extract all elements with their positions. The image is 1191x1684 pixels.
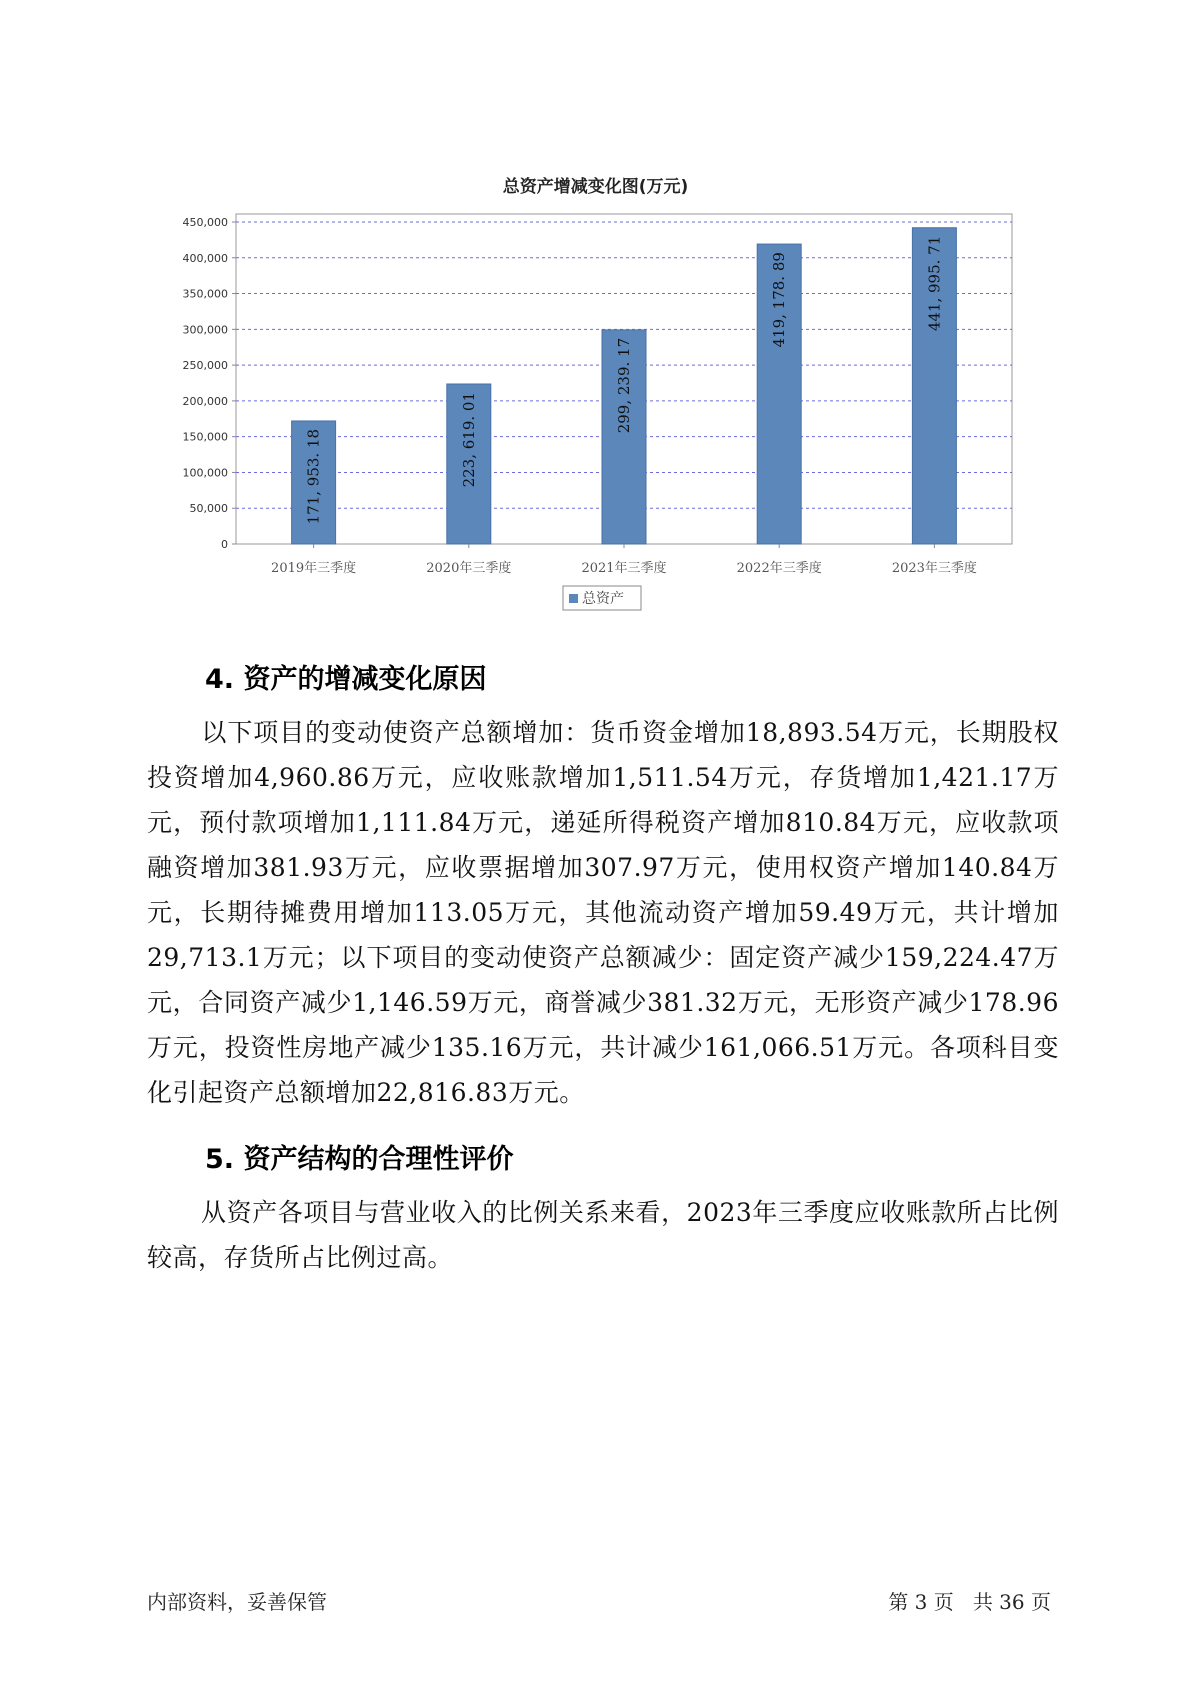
section-4-paragraph bbox=[147, 710, 1059, 1115]
data-label: 223, 619. 01 bbox=[459, 391, 478, 488]
y-tick-label: 50,000 bbox=[189, 502, 228, 516]
y-tick-label: 250,000 bbox=[182, 359, 228, 373]
y-tick-label: 150,000 bbox=[182, 430, 228, 444]
chart-title: 总资产增减变化图(万元) bbox=[502, 177, 689, 197]
legend-swatch bbox=[569, 594, 578, 603]
y-tick-label: 200,000 bbox=[182, 394, 228, 408]
section-5-text: 从资产各项目与营业收入的比例关系来看，2023年三季度应收账款所占比例较高，存货所占比例过高。 bbox=[147, 1198, 1059, 1272]
x-tick-label: 2023年三季度 bbox=[891, 561, 977, 576]
data-label: 299, 239. 17 bbox=[615, 337, 633, 434]
y-tick-label: 400,000 bbox=[182, 251, 228, 265]
section-4-heading: 4. 资产的增减变化原因 bbox=[205, 664, 487, 695]
y-tick-label: 0 bbox=[221, 538, 228, 551]
footer-page-number: 第 3 页 共 36 页 bbox=[888, 1590, 1051, 1614]
data-label: 419, 178. 89 bbox=[770, 252, 789, 348]
x-tick-label: 2021年三季度 bbox=[581, 561, 667, 576]
section-5-heading: 5. 资产结构的合理性评价 bbox=[205, 1144, 514, 1175]
data-label: 171, 953. 18 bbox=[304, 428, 323, 525]
section-4-text: 以下项目的变动使资产总额增加：货币资金增加18,893.54万元，长期股权投资增加4,960.86万元，应收账款增加1,511.54万元，存货增加1,421.17万元，预付款项增加1,111.84万元，递延所得税资产增加810.84万元，应收款项融资增加381.93万元，应收票据增加307.97万元，使用权资产增加140.84万元，长期待摊费用增加113.05万元，其他流动资产增加59.49万元，共计增加29,713.1万元；以下项目的变动使资产总额减少：固定资产减少159,224.47万元，合同资产减少1,146.59万元，商誉减少381.32万元，无形资产减少178.96万元，投资性房地产减少135.16万元，共计减少161,066.51万元。各项科目变化引起资产总额增加22,816.83万元。 bbox=[147, 718, 1059, 1107]
y-tick-label: 300,000 bbox=[182, 323, 228, 337]
data-label: 441, 995. 71 bbox=[925, 235, 944, 332]
y-tick-label: 350,000 bbox=[182, 287, 228, 301]
legend-label: 总资产 bbox=[582, 591, 624, 607]
section-5-paragraph bbox=[147, 1190, 1059, 1280]
x-tick-label: 2019年三季度 bbox=[271, 561, 357, 576]
x-tick-label: 2020年三季度 bbox=[426, 561, 512, 576]
total-assets-chart bbox=[150, 200, 1020, 620]
y-tick-label: 450,000 bbox=[182, 216, 228, 229]
footer-confidential: 内部资料，妥善保管 bbox=[147, 1590, 327, 1614]
x-tick-label: 2022年三季度 bbox=[736, 561, 822, 576]
y-tick-label: 100,000 bbox=[182, 466, 228, 480]
